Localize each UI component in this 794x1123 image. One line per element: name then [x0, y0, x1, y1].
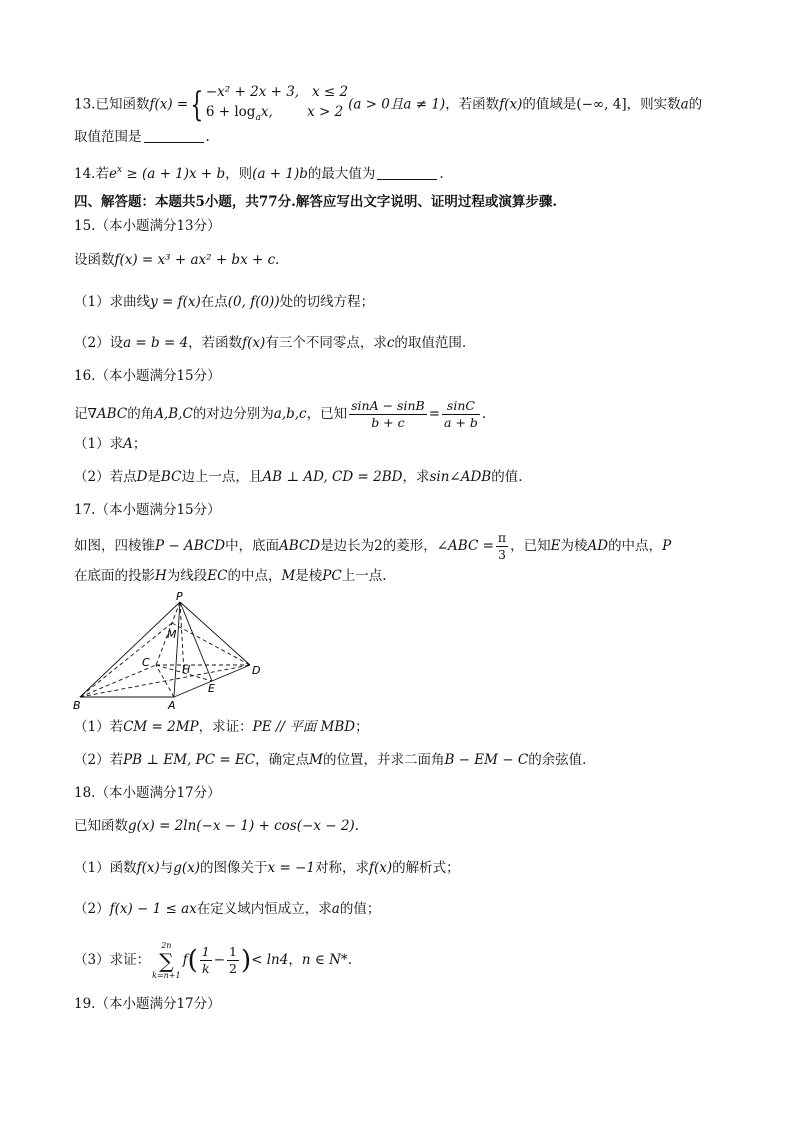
q15-p2-fx: f(x)	[242, 335, 266, 351]
label-A: A	[168, 699, 176, 712]
q18-p1-mid3: 对称，求	[314, 860, 369, 876]
q18-p1-mid2: 的图像关于	[200, 860, 268, 876]
q17-header-text: 17.（本小题满分15分）	[74, 502, 221, 518]
edge-PB	[80, 602, 180, 697]
q17-p2-angle: B − EM − C	[444, 752, 529, 768]
q13-var: a	[680, 96, 689, 113]
q18-p1-axis: x = −1	[267, 860, 315, 876]
q16-p2-cond: AB ⊥ AD, CD = 2BD	[262, 469, 403, 485]
q18-p2-var: a	[331, 901, 340, 917]
q16-p2-mid2: 边上一点，且	[181, 469, 263, 485]
q18-sum	[152, 941, 181, 981]
q15-p2-mid: ，若函数	[188, 335, 243, 351]
q17-l2-e: 的中点，	[227, 568, 282, 584]
q16-p1-tail: ；	[132, 436, 147, 452]
label-E: E	[208, 682, 215, 695]
q17-frac-num: π	[497, 530, 507, 545]
q13-cond1: x ≤ 2	[311, 84, 349, 100]
q17-l2-d: EC	[207, 568, 228, 584]
q16-p2-mid3: ，求	[402, 469, 430, 485]
q13-cases	[206, 82, 348, 128]
label-H: H	[182, 663, 191, 676]
q13-case2-tail: x,	[260, 104, 273, 120]
q13-mid: ，若函数	[445, 96, 500, 113]
q15-stem	[74, 250, 279, 270]
q18-frac1-den: k	[201, 961, 210, 976]
q13-case2: 6 + log	[205, 104, 256, 120]
q16-stem-tri: ∇ABC	[87, 406, 128, 422]
q18-p3-end: .	[347, 952, 352, 968]
q18-p1-f2: f(x)	[368, 860, 393, 876]
q18-p2-mid: 在定义域内恒成立，求	[196, 901, 332, 917]
q15-part1	[74, 292, 374, 312]
q14-prefix: 14.若	[74, 166, 109, 182]
q17-p1-cond: CM = 2MP	[123, 719, 199, 735]
q18-frac2-den: 2	[229, 961, 237, 976]
q16-stem-mid2: 的对边分别为	[192, 406, 274, 422]
q17-p2-tail: 的余弦值.	[528, 752, 587, 768]
q17-p1-prefix: （1）若	[74, 719, 124, 735]
q18-frac1	[200, 944, 212, 977]
q14-answer-blank[interactable]	[377, 165, 437, 180]
q13-case1: −x² + 2x + 3,	[205, 84, 300, 100]
q18-sum-symbol: ∑	[159, 948, 174, 973]
q18-p1-mid: 与	[159, 860, 174, 876]
q16-part1	[74, 434, 146, 454]
q13-range-text: 的值域是	[522, 96, 577, 113]
q17-l1-k: 的中点，	[608, 538, 663, 554]
q13-param: (a > 0且a ≠ 1)	[348, 96, 446, 113]
q18-p2-tail: 的值；	[339, 901, 381, 917]
q13-tail: ，则实数	[626, 96, 681, 113]
q17-l1-i: 为棱	[560, 538, 588, 554]
q18-p1-f: f(x)	[136, 860, 160, 876]
q17-p2-cond: PB ⊥ EM, PC = EC	[123, 752, 256, 768]
q18-p3-mid: ，	[288, 952, 302, 968]
q15-p2-expr: a = b = 4	[123, 335, 189, 351]
q18-p3-f: f	[182, 952, 188, 968]
q13-tail2: 的	[688, 96, 703, 113]
q16-stem-sides: a,b,c	[273, 406, 307, 422]
q16-p1-prefix: （1）求	[74, 436, 124, 452]
q17-l2-f: M	[281, 568, 296, 584]
q13-case2-sub: a	[255, 113, 261, 123]
q16-part2	[74, 467, 523, 487]
q13-cond2: x > 2	[307, 104, 344, 120]
q16-stem-prefix: 记	[74, 406, 88, 422]
q18-p3-n: n ∈ N*	[301, 952, 348, 968]
q13-brace: {	[190, 85, 204, 125]
q18-frac1-num: 1	[201, 944, 210, 959]
q18-sum-top: 2n	[161, 940, 172, 950]
q15-p2-mid2: 有三个不同零点，求	[265, 335, 387, 351]
q16-p2-prefix: （2）若点	[74, 469, 137, 485]
q17-l2-c: 为线段	[166, 568, 208, 584]
q15-p1-mid: 在点	[200, 294, 228, 310]
q15-p2-prefix: （2）设	[74, 335, 124, 351]
q15-p1-prefix: （1）求曲线	[74, 294, 151, 310]
q14-mid: ，则	[225, 166, 253, 182]
q17-l2-i: 上一点.	[341, 568, 387, 584]
label-P: P	[176, 590, 183, 603]
q14-expr: e	[108, 166, 117, 182]
q14-expr-sup: x	[116, 165, 123, 175]
q16-frac-right	[442, 398, 480, 431]
edge-BC	[80, 665, 156, 697]
edge-BD	[80, 665, 250, 697]
q17-part1	[74, 717, 369, 737]
q17-l1-a: 如图，四棱锥	[74, 538, 155, 554]
q15-p1-expr: y = f(x)	[150, 294, 201, 310]
q18-stem-prefix: 已知函数	[74, 818, 128, 834]
q15-p2-tail: 的取值范围.	[394, 335, 467, 351]
q15-p2-var: c	[386, 335, 395, 351]
q16-p2-mid: 是	[147, 469, 161, 485]
q17-l1-f: ∠ABC =	[436, 538, 494, 554]
label-B: B	[73, 699, 81, 712]
q18-p1-g: g(x)	[173, 860, 201, 876]
q13-range: (−∞, 4]	[576, 96, 627, 113]
q16-frac2-num: sinC	[442, 398, 480, 415]
q16-header-text: 16.（本小题满分15分）	[74, 368, 221, 384]
q15-stem-expr: f(x) = x³ + ax² + bx + c.	[114, 252, 280, 268]
q16-header	[74, 366, 221, 386]
q17-p1-tail: ；	[355, 719, 369, 735]
q16-p2-d: D	[136, 469, 148, 485]
label-C: C	[142, 656, 150, 669]
q17-line1	[74, 528, 671, 564]
q15-part2	[74, 333, 466, 353]
q15-header-text: 15.（本小题满分13分）	[74, 218, 221, 234]
q15-stem-prefix: 设函数	[74, 252, 115, 268]
q17-p2-prefix: （2）若	[74, 752, 124, 768]
q17-l1-e: 是边长为2的菱形，	[320, 538, 437, 554]
q16-stem-angles: A,B,C	[154, 406, 193, 422]
q14-expr2: ≥ (a + 1)x + b	[122, 166, 226, 182]
q15-p1-tail: 处的切线方程；	[279, 294, 375, 310]
q19-header-text: 19.（本小题满分17分）	[74, 996, 221, 1012]
q16-stem-mid: 的角	[127, 406, 155, 422]
q18-frac2-num: 1	[229, 944, 237, 959]
q13-line1	[74, 82, 702, 128]
q17-line2	[74, 566, 387, 586]
section4-heading	[74, 192, 557, 212]
q19-header	[74, 994, 221, 1014]
q16-stem-end: .	[481, 406, 487, 422]
q17-l1-g: ，已知	[510, 538, 551, 554]
q16-p2-tail: 的值.	[491, 469, 523, 485]
label-M: M	[167, 628, 177, 641]
q17-l2-g: 是棱	[295, 568, 323, 584]
q18-part3: （3）求证： 2n ∑ k=n+1 f( $\frac{1}{k}$ − $\frac{1}{2}$ )< ln4，n ∈ N*.	[74, 940, 352, 980]
q16-frac1-den: b + c	[371, 415, 405, 430]
q16-stem	[74, 394, 486, 434]
edge-MB	[80, 623, 172, 697]
pyramid-figure	[70, 590, 270, 712]
q18-part1	[74, 858, 460, 878]
q17-l2-h: PC	[322, 568, 342, 584]
q18-p2-prefix: （2）	[74, 901, 110, 917]
label-D: D	[252, 664, 261, 677]
edge-PD	[180, 602, 250, 665]
q13-prefix: 13.已知函数	[74, 96, 150, 113]
q16-p1-var: A	[123, 436, 133, 452]
q17-l1-l: P	[662, 538, 672, 554]
q17-l2-b: H	[155, 568, 167, 584]
q18-part2	[74, 899, 380, 919]
q18-p1-prefix: （1）函数	[74, 860, 137, 876]
q17-p1-concl: PE // 平面 MBD	[252, 719, 356, 735]
q13-line2-text: 取值范围是	[74, 129, 142, 145]
q13-answer-blank[interactable]	[144, 128, 204, 143]
q17-p2-m: M	[309, 752, 323, 768]
q18-minus: −	[213, 952, 226, 968]
section4-heading-text: 四、解答题：本题共5小题，共77分.解答应写出文字说明、证明过程或演算步骤.	[74, 194, 558, 210]
q16-p2-bc: BC	[160, 469, 182, 485]
q14-target: (a + 1)b	[252, 166, 308, 182]
q18-p3-rhs: < ln4	[251, 952, 289, 968]
q17-frac-den: 3	[498, 547, 506, 562]
q17-l1-d: ABCD	[279, 538, 321, 554]
q17-l1-j: AD	[587, 538, 609, 554]
q18-frac2	[227, 944, 239, 977]
q14-tail: 的最大值为	[307, 166, 376, 182]
q18-p1-tail: 的解析式；	[392, 860, 460, 876]
q14-line: 14.若$e^x \ge (a + 1)x + b$，则(a + 1)b的最大值为 .	[74, 165, 444, 182]
q18-stem-end: .	[354, 818, 359, 834]
q18-stem-expr: g(x) = 2ln(−x − 1) + cos(−x − 2)	[128, 818, 355, 834]
q13-fx2: f(x)	[499, 96, 523, 113]
q16-frac1-num: sinA − sinB	[351, 398, 425, 413]
q18-header-text: 18.（本小题满分17分）	[74, 785, 221, 801]
q13-line2: 取值范围是 .	[74, 129, 210, 145]
q17-p2-mid: ，确定点	[255, 752, 310, 768]
q15-p1-point: (0, f(0))	[227, 294, 280, 310]
q15-header	[74, 216, 221, 236]
q16-frac2-den: a + b	[444, 415, 478, 430]
q16-p2-target: sin∠ADB	[429, 469, 492, 485]
q16-eq: =	[428, 406, 440, 422]
q18-header	[74, 783, 221, 803]
q17-p1-mid: ，求证：	[198, 719, 253, 735]
q18-p2-expr: f(x) − 1 ≤ ax	[109, 901, 197, 917]
q17-header	[74, 500, 221, 520]
q18-p3-prefix: （3）求证：	[74, 952, 151, 968]
q17-p2-mid2: 的位置，并求二面角	[322, 752, 445, 768]
q17-part2	[74, 750, 586, 770]
q17-l1-c: 中，底面	[225, 538, 280, 554]
q17-l1-h: E	[550, 538, 561, 554]
q17-pi-over-3	[496, 530, 508, 563]
q18-sum-bottom: k=n+1	[152, 970, 181, 980]
q18-stem	[74, 816, 359, 836]
q17-l1-b: P − ABCD	[155, 538, 226, 554]
q16-frac-left	[349, 398, 427, 431]
q17-l2-a: 在底面的投影	[74, 568, 155, 584]
q16-stem-mid3: ，已知	[306, 406, 348, 422]
q13-fx: f(x) =	[149, 96, 189, 113]
